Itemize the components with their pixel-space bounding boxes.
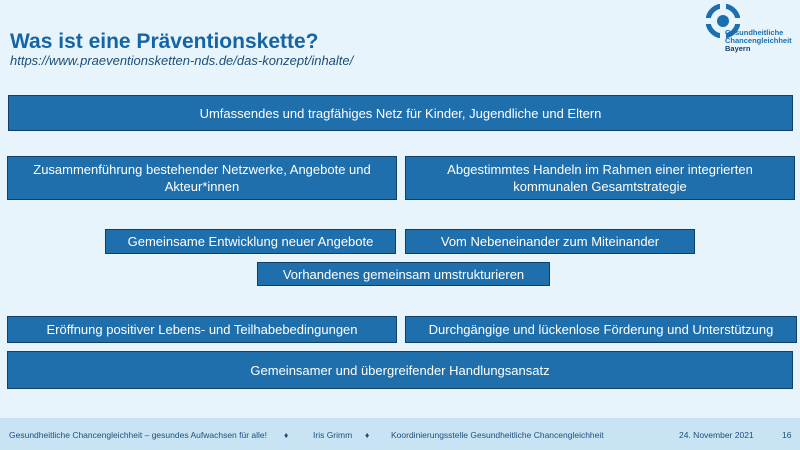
concept-box-network: Umfassendes und tragfähiges Netz für Kinder, Jugendliche und Eltern	[8, 95, 793, 131]
logo	[706, 4, 800, 56]
diamond-divider-icon: ♦	[365, 430, 370, 440]
logo-text	[725, 29, 792, 53]
concept-box-joint-development: Gemeinsame Entwicklung neuer Angebote	[105, 229, 396, 254]
concept-box-coordinated-action: Abgestimmtes Handeln im Rahmen einer integrierten kommunalen Gesamtstrategie	[405, 156, 795, 200]
concept-box-common-approach: Gemeinsamer und übergreifender Handlungsansatz	[7, 351, 793, 389]
footer	[0, 418, 800, 450]
footer-date: 24. November 2021	[679, 430, 754, 440]
logo-line-3: Bayern	[725, 44, 751, 53]
logo-line-2: Chancengleichheit	[725, 36, 792, 45]
concept-box-living-conditions: Eröffnung positiver Lebens- und Teilhabebedingungen	[7, 316, 397, 343]
footer-author: Iris Grimm	[313, 430, 353, 440]
footer-organization: Koordinierungsstelle Gesundheitliche Chancengleichheit	[391, 430, 604, 440]
diamond-divider-icon: ♦	[284, 430, 289, 440]
source-link[interactable]: https://www.praeventionsketten-nds.de/das-konzept/inhalte/	[10, 53, 354, 68]
footer-title: Gesundheitliche Chancengleichheit – gesundes Aufwachsen für alle!	[9, 430, 268, 440]
logo-line-1: Gesundheitliche	[725, 28, 784, 37]
concept-box-merging: Zusammenführung bestehender Netzwerke, Angebote und Akteur*innen	[7, 156, 397, 200]
concept-box-cooperation: Vom Nebeneinander zum Miteinander	[405, 229, 695, 254]
page-title: Was ist eine Präventionskette?	[10, 30, 319, 53]
concept-box-restructuring: Vorhandenes gemeinsam umstrukturieren	[257, 262, 550, 286]
page-number: 16	[782, 430, 792, 440]
concept-box-continuous-support: Durchgängige und lückenlose Förderung und Unterstützung	[405, 316, 797, 343]
